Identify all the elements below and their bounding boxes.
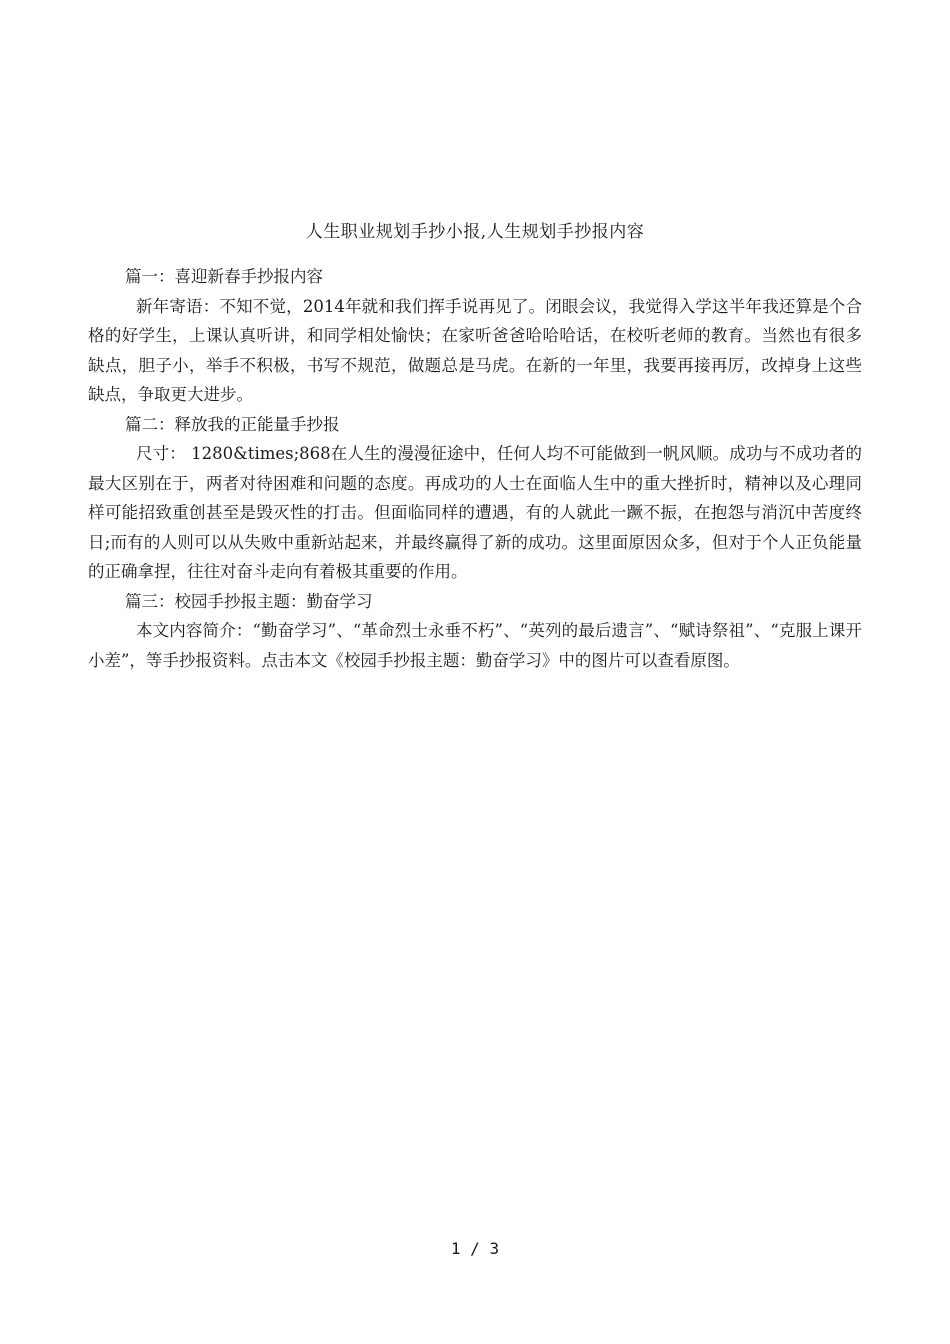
section-2: [88, 410, 862, 587]
section-paragraph: 新年寄语：不知不觉，2014年就和我们挥手说再见了。闭眼会议，我觉得入学这半年我还算是个合格的好学生，上课认真听讲，和同学相处愉快；在家听爸爸哈哈哈话，在校听老师的教育。当然也有很多缺点，胆子小，举手不积极，书写不规范，做题总是马虎。在新的一年里，我要再接再厉，改掉身上这些缺点，争取更大进步。: [88, 296, 862, 404]
page-number: 1 / 3: [450, 1239, 500, 1258]
section-heading: 篇一：喜迎新春手抄报内容: [125, 267, 323, 286]
document-body: [88, 262, 862, 675]
document-title: 人生职业规划手抄小报,人生规划手抄报内容: [305, 222, 645, 242]
section-heading: 篇二：释放我的正能量手抄报: [125, 414, 340, 434]
section-3: [88, 587, 862, 676]
section-heading: 篇三：校园手抄报主题：勤奋学习: [125, 591, 373, 611]
section-paragraph: 本文内容简介：“勤奋学习”、“革命烈士永垂不朽”、“英列的最后遗言”、“赋诗祭祖”、“克服上课开小差”，等手抄报资料。点击本文《校园手抄报主题：勤奋学习》中的图片可以查看原图。: [88, 621, 862, 670]
section-1: [88, 262, 862, 410]
section-paragraph: 尺寸： 1280&times;868在人生的漫漫征途中，任何人均不可能做到一帆风顺。成功与不成功者的最大区别在于，两者对待困难和问题的态度。再成功的人士在面临人生中的重大挫折时，精神以及心理同样可能招致重创甚至是毁灭性的打击。但面临同样的遭遇，有的人就此一蹶不振，在抱怨与消沉中苦度终日;而有的人则可以从失败中重新站起来，并最终赢得了新的成功。这里面原因众多，但对于个人正负能量的正确拿捏，往往对奋斗走向有着极其重要的作用。: [88, 444, 862, 581]
